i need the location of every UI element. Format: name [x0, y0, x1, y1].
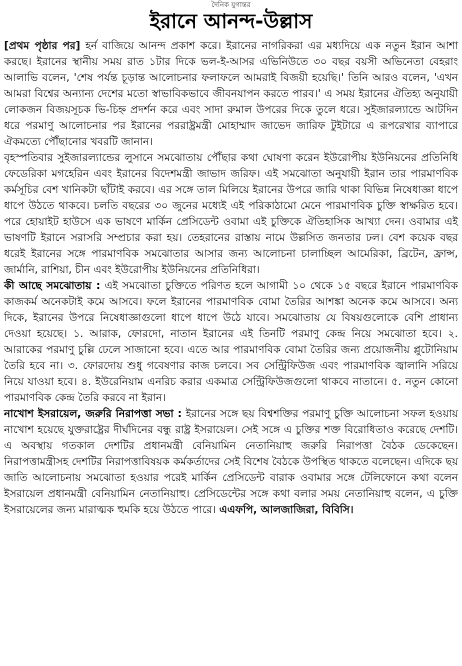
- paragraph-lead: [প্রথম পৃষ্ঠার পর]: [4, 40, 81, 52]
- paragraph-3: [4, 278, 458, 406]
- subheading-agreement: কী আছে সমঝোতায় :: [4, 280, 101, 292]
- paragraph-3-text: এই সমঝোতা চুক্তিতে পরিণত হলে আগামী ১০ থেকে ১৫ বছরে ইরানে পারমাণবিক কাজকর্ম অনেকটাই কমে আসবে। ফলে ইরানের পারমাণবিক বোমা তৈরির আশঙ্কা অনেক কমে আসবে। অন্য দিকে, ইরানের উপরে নিষেধাজ্ঞাগুলো ধাপে ধাপে উঠে যাবে। সমঝোতায় যে বিষয়গুলোকে বেশি প্রাধান্য দেওয়া হয়েছে। ১. আরাক, ফোরদো, নাতান ইরানের এই তিনটি পরমাণু কেন্দ্র নিয়ে সমঝোতা হবে। ২. আরাকের পরমাণু চুল্লি ঢেলে সাজানো হবে। এতে আর পারমাণবিক বোমা তৈরির জন্য প্রয়োজনীয় প্লুটোনিয়াম তৈরি হবে না। ৩. ফোরদোয় শুধু গবেষণার কাজ চলবে। সব সেন্ট্রিফিউজ এবং পারমাণবিক জ্বালানি সরিয়ে নিয়ে যাওয়া হবে। ৪. ইউরেনিয়াম এনরিচ করার একমাত্র সেন্ট্রিফিউজগুলো থাকবে নাতানে। ৫. নতুন কোনো পারমাণবিক কেন্দ্র তৈরি করবে না ইরান।: [4, 280, 458, 404]
- subheading-israel: নাখোশ ইসরায়েল, জরুরি নিরাপত্তা সভা :: [4, 408, 182, 420]
- paragraph-1-text: হর্ন বাজিয়ে আনন্দ প্রকাশ করে। ইরানের নাগরিকরা এর মধ্যদিয়ে এক নতুন ইরান আশা করছে। ইরানের স্থানীয় সময় রাত ১টার দিকে ভল-ই-আসর এভিনিউতে ৩০ বছর বয়সী অভিনেতা বেহরাং আলাভি বলেন, 'শেষ পর্যন্ত চূড়ান্ত আলোচনার ফলাফলে আমরাই বিজয়ী হয়েছি।' তিনি আরও বলেন, 'এখন আমরা বিশ্বের অন্যান্য দেশের মতো স্বাভাবিকভাবে জীবনযাপন করতে পারব।' এ সময় ইরানের ঐতিহ্য অনুযায়ী লোকজন বিজয়সূচক ভি-চিহ্ন প্রদর্শন করে এবং সাদা রুমাল উপরের দিকে তুলে ধরে। সুইজারল্যান্ডে আটদিন ধরে পরমাণু আলোচনার পর ইরানের পররাষ্ট্রমন্ত্রী মোহাম্মাদ জাভেদ জারিফ টুইটারে এ রূপরেখার ব্যাপারে ঐকমত্যে পৌঁছানোর খবরটি জানান।: [4, 40, 458, 148]
- source-credit: এএফপি, আলজাজিরা, বিবিসি।: [219, 504, 354, 516]
- paragraph-4: [4, 406, 458, 518]
- paragraph-1: [4, 38, 458, 150]
- article-body: [4, 38, 458, 518]
- paragraph-4-text: ইরানের সঙ্গে ছয় বিশ্বশক্তির পরমাণু চুক্তি আলোচনা সফল হওয়ায় নাখোশ হয়েছে যুক্তরাষ্ট্রের দীর্ঘদিনের বন্ধু রাষ্ট্র ইসরায়েল। সেই সঙ্গে এ চুক্তির শক্ত বিরোধিতাও করেছে দেশটি। এ অবস্থায় গতকাল দেশটির প্রধানমন্ত্রী বেনিয়ামিন নেতানিয়াহু জরুরি নিরাপত্তা বৈঠক ডেকেছেন। নিরাপত্তামন্ত্রীসহ দেশটির নিরাপত্তাবিষয়ক কর্মকর্তাদের সেই বিশেষ বৈঠকে উপস্থিত থাকতে বলেছেন। এদিকে ছয় জাতি আলোচনায় সমঝোতা হওয়ার পরেই মার্কিন প্রেসিডেন্ট বারাক ওবামার সঙ্গে টেলিফোনে কথা বলেন ইসরায়েল প্রধানমন্ত্রী বেনিয়ামিন নেতানিয়াহু। প্রেসিডেন্টের সঙ্গে কথা বলার সময় নেতানিয়াহু বলেন, এ চুক্তি ইসরায়েলের জন্য মারাত্মক হুমকি হয়ে উঠতে পারে।: [4, 408, 459, 516]
- top-strip: দৈনিক যুগান্তর: [211, 1, 251, 9]
- headline: ইরানে আনন্দ-উল্লাস: [149, 9, 313, 33]
- paragraph-2: বৃহস্পতিবার সুইজারল্যান্ডের লুসানে সমঝোতায় পৌঁছার কথা ঘোষণা করেন ইউরোপীয় ইউনিয়নের প্রতিনিধি ফেডেরিকা মগহেরিন এবং ইরানের বিদেশমন্ত্রী জাভাদ জরিফ। এই সমঝোতা অনুযায়ী ইরান তার পারমাণবিক কর্মসূচির বেশ খানিকটা ছাঁটাই করবে। এর সঙ্গে তাল মিলিয়ে ইরানের উপরে জারি থাকা বিভিন্ন নিষেধাজ্ঞা ধাপে ধাপে উঠতে থাকবে। চলতি বছরের ৩০ জুনের মধ্যেই এই পরিকাঠামো মেনে পারমাণবিক চুক্তি স্বাক্ষরিত হবে। পরে হোয়াইট হাউসে এক ভাষণে মার্কিন প্রেসিডেন্ট ওবামা এই চুক্তিকে ঐতিহাসিক আখ্যা দেন। ওবামার এই ভাষণটি ইরানে সরাসরি সম্প্রচার করা হয়। তেহরানের রাস্তায় নামে উল্লসিত জনতার ঢল। বেশ কয়েক বছর ধরেই ইরানের সঙ্গে পারমাণবিক সমঝোতার আসার জন্য আলোচনা চালাচ্ছিল আমেরিকা, ব্রিটেন, ফ্রান্স, জার্মানি, রাশিয়া, চীন এবং ইউরোপীয় ইউনিয়নের প্রতিনিধিরা।: [4, 152, 458, 276]
